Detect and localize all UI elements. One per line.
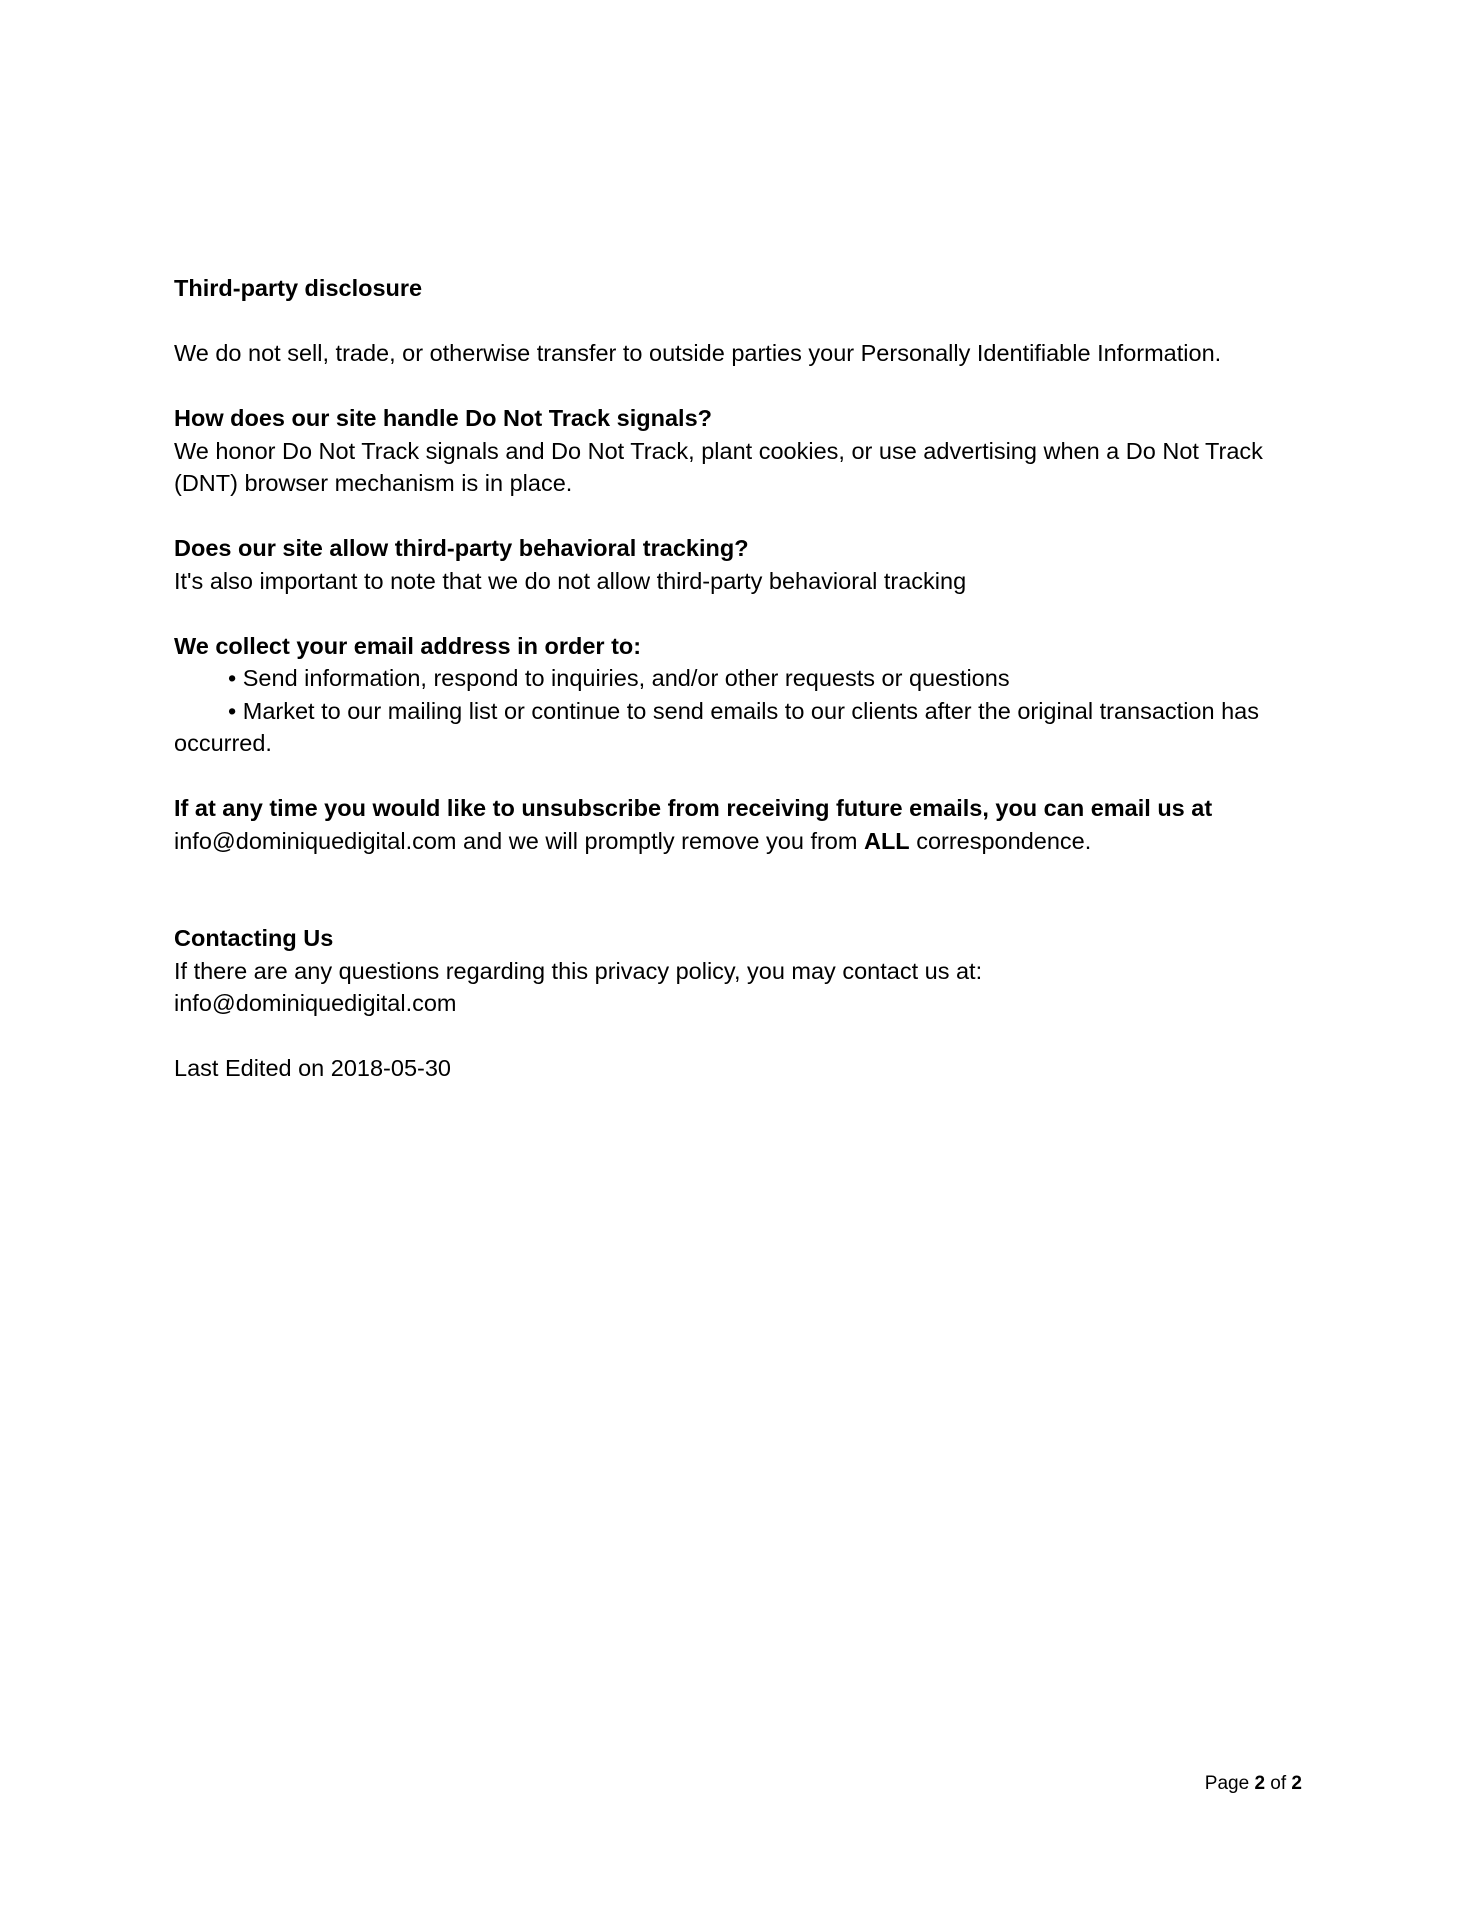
unsubscribe-heading: If at any time you would like to unsubscribe from receiving future emails, you can email us at	[174, 795, 1213, 821]
behavioral-body: It's also important to note that we do not allow third-party behavioral tracking	[174, 567, 967, 594]
dnt-body: We honor Do Not Track signals and Do Not Track, plant cookies, or use advertising when a Do Not Track (DNT) browser mechanism is in place.	[174, 437, 1263, 496]
last-edited: Last Edited on 2018-05-30	[174, 1055, 451, 1081]
document-body	[174, 272, 1314, 1085]
page-number-footer	[1205, 1771, 1302, 1797]
page-label: Page	[1204, 1773, 1255, 1794]
third-party-heading: Third-party disclosure	[174, 275, 423, 301]
email-heading: We collect your email address in order to:	[174, 632, 642, 659]
list-item: • Send information, respond to inquiries, and/or other requests or questions	[228, 665, 1010, 691]
behavioral-heading: Does our site allow third-party behavioral tracking?	[174, 535, 749, 561]
total-page-number: 2	[1291, 1773, 1302, 1794]
list-item: • Market to our mailing list or continue to send emails to our clients after the original transaction has occurred.	[174, 697, 1259, 756]
unsubscribe-body	[174, 825, 1314, 858]
contact-email: info@dominiquedigital.com	[174, 990, 457, 1016]
current-page-number: 2	[1254, 1773, 1266, 1794]
unsubscribe-emphasis: ALL	[863, 827, 910, 854]
contact-heading: Contacting Us	[174, 925, 334, 951]
unsubscribe-text-end: correspondence.	[909, 827, 1092, 854]
unsubscribe-text: info@dominiquedigital.com and we will promptly remove you from	[174, 827, 864, 854]
third-party-body: We do not sell, trade, or otherwise transfer to outside parties your Personally Identifiable Information.	[174, 340, 1222, 366]
of-label: of	[1265, 1773, 1292, 1794]
dnt-heading: How does our site handle Do Not Track signals?	[174, 405, 712, 431]
contact-line: If there are any questions regarding this privacy policy, you may contact us at:	[174, 957, 983, 984]
